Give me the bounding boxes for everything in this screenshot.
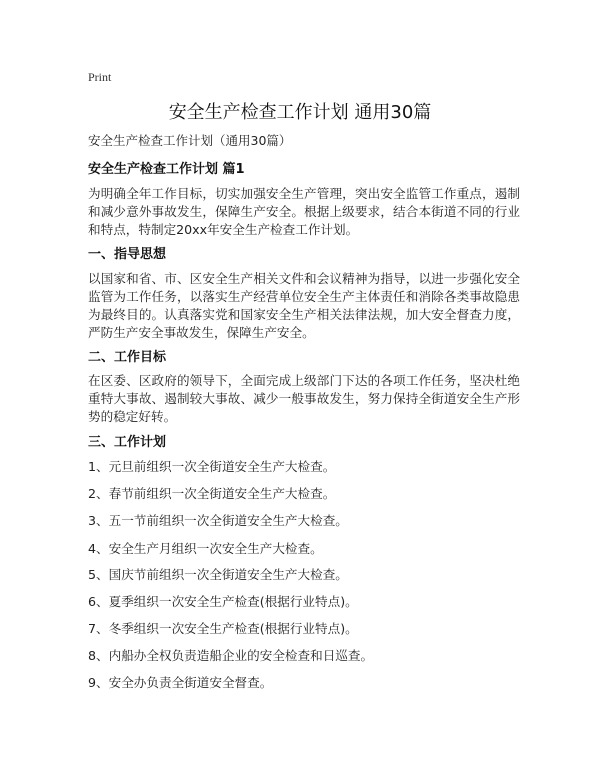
print-link[interactable]: Print [88, 70, 112, 84]
plan-item: 6、夏季组织一次安全生产检查(根据行业特点)。 [88, 594, 358, 609]
plan-item: 7、冬季组织一次安全生产检查(根据行业特点)。 [88, 621, 358, 636]
document-subtitle: 安全生产检查工作计划（通用30篇） [88, 133, 292, 148]
guiding-ideology-paragraph: 以国家和省、市、区安全生产相关文件和会议精神为指导，以进一步强化安全监管为工作任务，以落实生产经营单位安全生产主体责任和消除各类事故隐患为最终目的。认真落实党和国家安全生产相关法律法规，加大安全督查力度，严防生产安全事故发生，保障生产安全。 [88, 271, 520, 340]
plan-item: 5、国庆节前组织一次全街道安全生产大检查。 [88, 567, 348, 582]
plan-item: 9、安全办负责全街道安全督查。 [88, 675, 273, 690]
plan-item: 8、内船办全权负责造船企业的安全检查和日巡查。 [88, 648, 374, 663]
heading-guiding-ideology: 一、指导思想 [88, 247, 167, 262]
section-heading: 安全生产检查工作计划 篇1 [88, 162, 245, 177]
plan-item: 1、元旦前组织一次全街道安全生产大检查。 [88, 459, 336, 474]
heading-work-goals: 二、工作目标 [88, 350, 167, 365]
plan-item: 3、五一节前组织一次全街道安全生产大检查。 [88, 513, 348, 528]
page-title: 安全生产检查工作计划 通用30篇 [168, 102, 432, 123]
heading-work-plan: 三、工作计划 [88, 435, 167, 450]
work-goals-paragraph: 在区委、区政府的领导下，全面完成上级部门下达的各项工作任务，坚决杜绝重特大事故、遏制较大事故、减少一般事故发生，努力保持全街道安全生产形势的稳定好转。 [88, 373, 520, 424]
plan-item: 2、春节前组织一次全街道安全生产大检查。 [88, 486, 336, 501]
intro-paragraph: 为明确全年工作目标，切实加强安全生产管理，突出安全监管工作重点，遏制和减少意外事故发生，保障生产安全。根据上级要求，结合本街道不同的行业和特点，特制定20xx年安全生产检查工作计划。 [88, 186, 520, 237]
plan-item: 4、安全生产月组织一次安全生产大检查。 [88, 541, 323, 556]
